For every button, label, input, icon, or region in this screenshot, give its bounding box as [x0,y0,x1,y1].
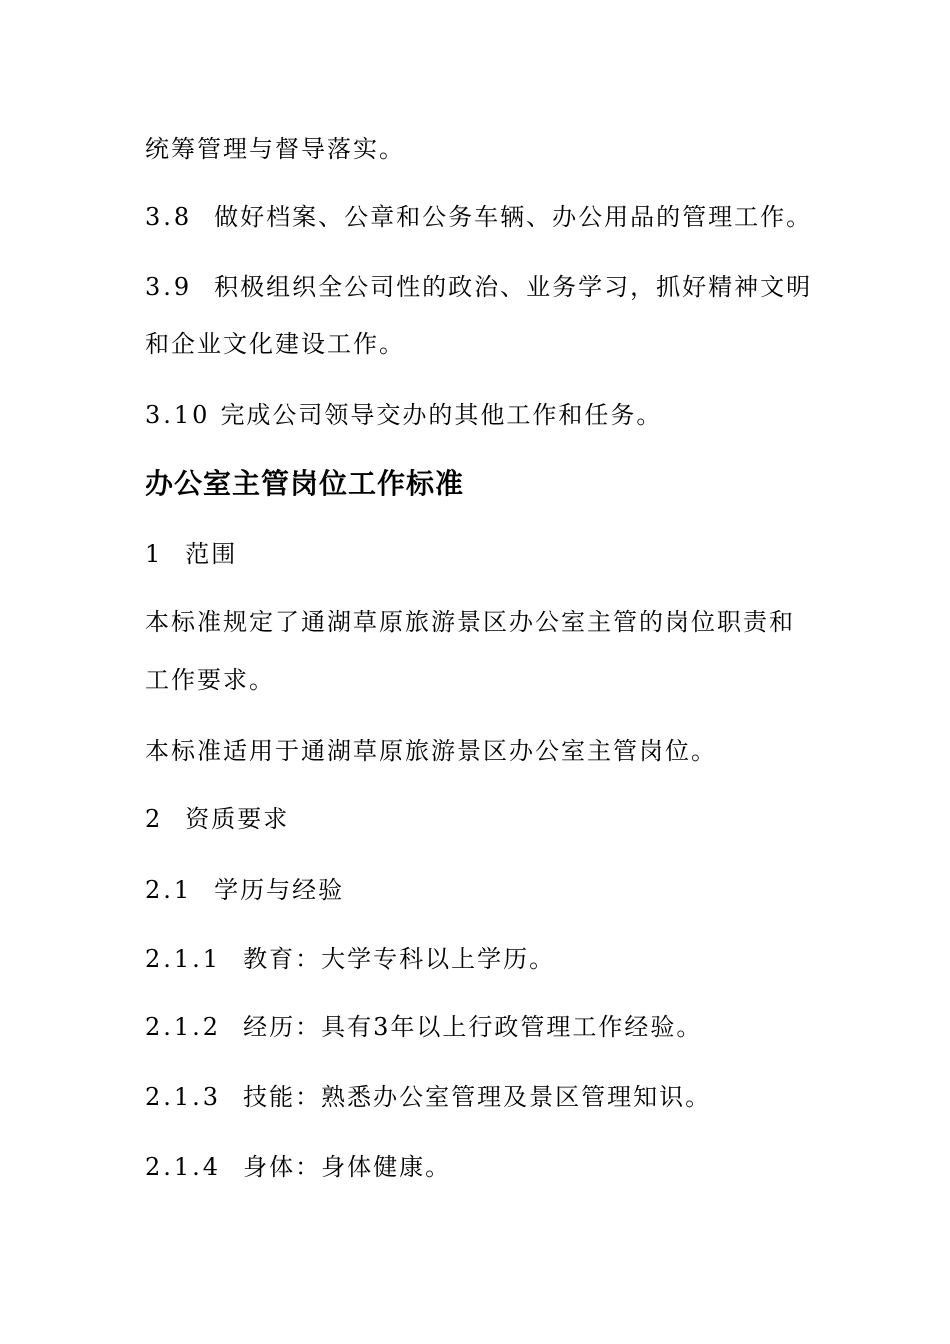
paragraph-text: 本标准规定了通湖草原旅游景区办公室主管的岗位职责和 [145,608,795,636]
list-item [145,1150,890,1184]
section-title: 办公室主管岗位工作标准 [145,467,465,500]
scope-paragraph [145,605,890,639]
item-number: 2.1.3 [145,1083,222,1111]
section-number: 2 [145,805,164,833]
clause-text: 和企业文化建设工作。 [145,330,405,358]
clause-number: 3.8 [145,203,193,231]
paragraph-text: 本标准适用于通湖草原旅游景区办公室主管岗位。 [145,737,717,765]
clause-number: 3.10 [145,401,211,429]
clause-number: 3.9 [145,273,193,301]
list-item [145,1080,890,1114]
clause-3-9-continuation [145,327,890,361]
clause-text: 完成公司领导交办的其他工作和任务。 [220,401,663,429]
item-text: 经历：具有3年以上行政管理工作经验。 [243,1013,703,1041]
item-text: 身体：身体健康。 [243,1153,452,1181]
clause-3-8 [145,200,890,234]
section-number: 1 [145,540,164,568]
item-number: 2.1.1 [145,945,222,973]
list-item [145,942,890,976]
paragraph-text: 工作要求。 [145,666,275,694]
clause-text: 积极组织全公司性的政治、业务学习，抓好精神文明 [214,273,813,301]
subsection-2-1 [145,873,890,907]
item-number: 2.1.4 [145,1153,222,1181]
scope-heading [145,537,890,571]
subsection-number: 2.1 [145,876,193,904]
clause-3-9 [145,270,890,304]
list-item [145,1010,890,1044]
section-heading-text: 资质要求 [185,805,290,833]
qualifications-heading [145,802,890,836]
item-text: 技能：熟悉办公室管理及景区管理知识。 [243,1083,712,1111]
paragraph-line [145,132,890,166]
section-heading-text: 范围 [185,540,238,568]
paragraph-text: 统筹管理与督导落实。 [145,135,405,163]
item-number: 2.1.2 [145,1013,222,1041]
item-text: 教育：大学专科以上学历。 [243,945,556,973]
clause-3-10 [145,398,890,432]
clause-text: 做好档案、公章和公务车辆、办公用品的管理工作。 [214,203,813,231]
scope-paragraph-2 [145,734,890,768]
scope-paragraph-continuation [145,663,890,697]
subsection-title: 学历与经验 [214,876,345,904]
